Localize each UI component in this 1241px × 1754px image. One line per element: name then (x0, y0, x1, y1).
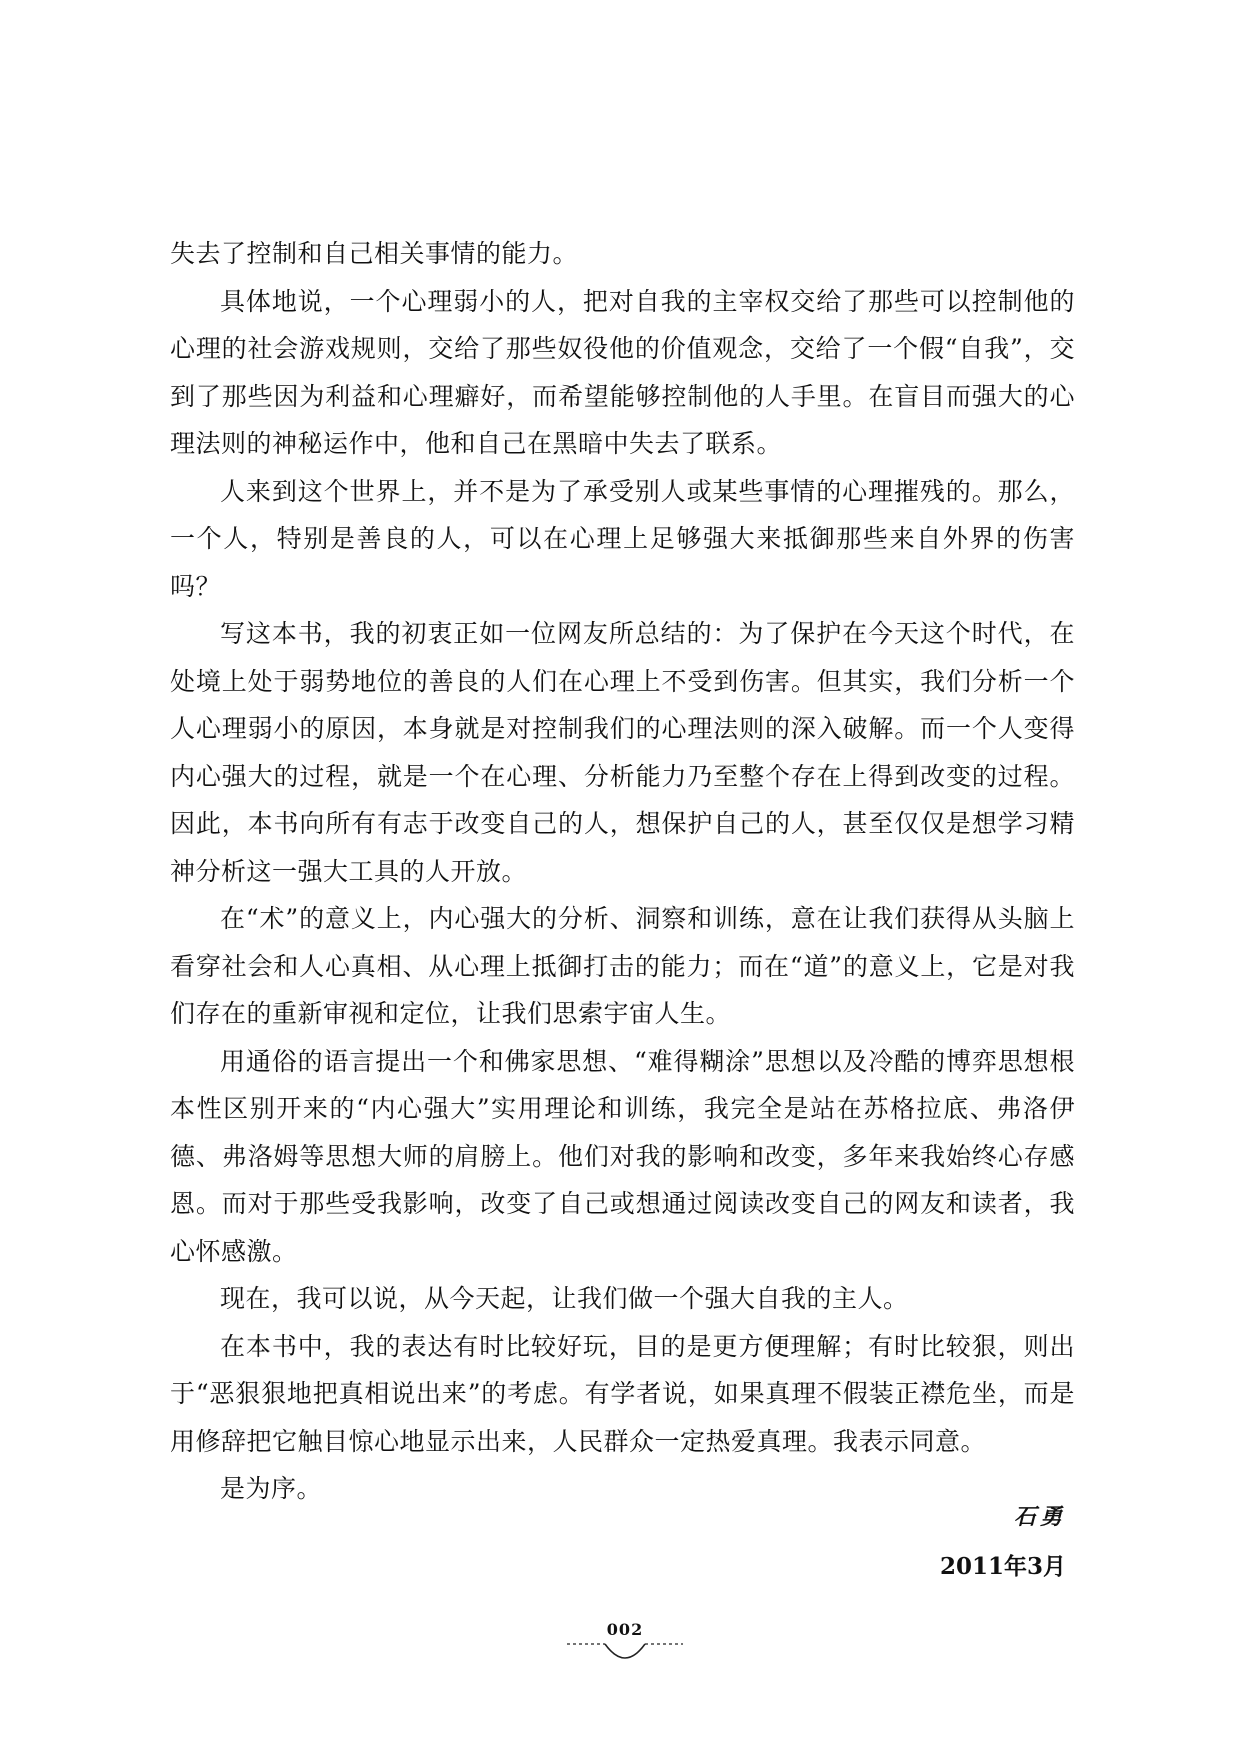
preface-date: 2011年3月 (939, 1553, 1066, 1580)
paragraph-2: 具体地说，一个心理弱小的人，把对自我的主宰权交给了那些可以控制他的心理的社会游戏规则，交给了那些奴役他的价值观念，交给了一个假“自我”，交到了那些因为利益和心理癖好，而希望能够控制他的人手里。在盲目而强大的心理法则的神秘运作中，他和自己在黑暗中失去了联系。 (170, 286, 1075, 458)
paragraph-6: 用通俗的语言提出一个和佛家思想、“难得糊涂”思想以及冷酷的博弈思想根本性区别开来的“内心强大”实用理论和训练，我完全是站在苏格拉底、弗洛伊德、弗洛姆等思想大师的肩膀上。他们对我的影响和改变，多年来我始终心存感恩。而对于那些受我影响，改变了自己或想通过阅读改变自己的网友和读者，我心怀感激。 (170, 1046, 1075, 1266)
page-number-ornament-icon (565, 1634, 685, 1668)
paragraph-9: 是为序。 (220, 1474, 323, 1503)
page-footer (565, 1620, 685, 1670)
paragraph-3: 人来到这个世界上，并不是为了承受别人或某些事情的心理摧残的。那么，一个人，特别是善良的人，可以在心理上足够强大来抵御那些来自外界的伤害吗？ (170, 476, 1075, 601)
paragraph-5: 在“术”的意义上，内心强大的分析、洞察和训练，意在让我们获得从头脑上看穿社会和人心真相、从心理上抵御打击的能力；而在“道”的意义上，它是对我们存在的重新审视和定位，让我们思索宇宙人生。 (170, 904, 1075, 1028)
paragraph-7: 现在，我可以说，从今天起，让我们做一个强大自我的主人。 (220, 1284, 909, 1313)
paragraph-8: 在本书中，我的表达有时比较好玩，目的是更方便理解；有时比较狠，则出于“恶狠狠地把真相说出来”的考虑。有学者说，如果真理不假装正襟危坐，而是用修辞把它触目惊心地显示出来，人民群众一定热爱真理。我表示同意。 (170, 1331, 1075, 1456)
author-signature: 石勇 (1013, 1504, 1066, 1530)
preface-body (170, 230, 1075, 1513)
page-number: 002 (606, 1620, 644, 1639)
paragraph-1: 失去了控制和自己相关事情的能力。 (170, 239, 579, 268)
paragraph-4: 写这本书，我的初衷正如一位网友所总结的：为了保护在今天这个时代，在处境上处于弱势地位的善良的人们在心理上不受到伤害。但其实，我们分析一个人心理弱小的原因，本身就是对控制我们的心理法则的深入破解。而一个人变得内心强大的过程，就是一个在心理、分析能力乃至整个存在上得到改变的过程。因此，本书向所有有志于改变自己的人，想保护自己的人，甚至仅仅是想学习精神分析这一强大工具的人开放。 (170, 619, 1075, 886)
